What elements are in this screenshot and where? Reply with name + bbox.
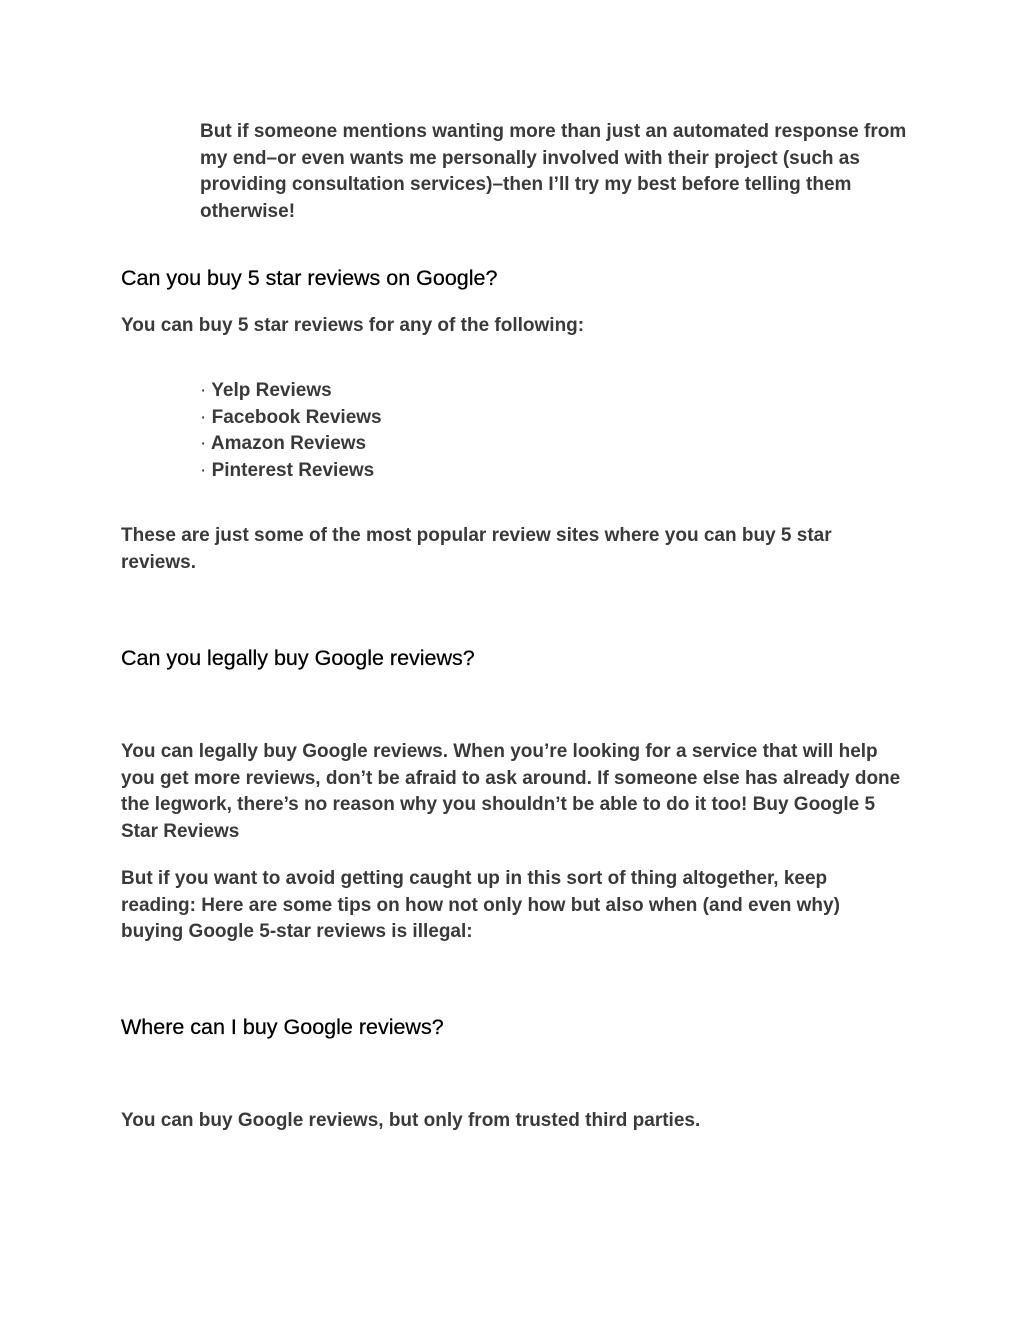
list-item — [200, 378, 800, 405]
buy-5-star-intro-paragraph: You can buy 5 star reviews for any of the following: — [121, 315, 585, 336]
bullet: · — [200, 433, 207, 454]
list-item-label: Facebook Reviews — [211, 406, 382, 428]
list-item-label: Yelp Reviews — [211, 380, 332, 401]
review-sites-list — [200, 378, 800, 484]
trusted-parties-paragraph: You can buy Google reviews, but only from trusted third parties. — [121, 1110, 701, 1131]
heading-legally: Can you legally buy Google reviews? — [121, 646, 475, 670]
list-item — [200, 405, 800, 432]
list-item-label: Amazon Reviews — [210, 433, 367, 454]
intro-paragraph: But if someone mentions wanting more than just an automated response from my end–or even wants me personally involved with their project (such as providing consultation services)–then I’ll try my best before telling them otherwise! — [200, 121, 907, 222]
list-item-label: Pinterest Reviews — [211, 459, 375, 481]
avoid-caught-paragraph: But if you want to avoid getting caught up in this sort of thing altogether, keep reading: Here are some tips on how not only how but also when (and even why) buying Google 5-star reviews is illegal: — [121, 868, 840, 942]
list-item — [200, 431, 800, 458]
bullet: · — [200, 380, 207, 401]
bullet: · — [200, 406, 207, 428]
heading-buy-5-star: Can you buy 5 star reviews on Google? — [121, 266, 498, 290]
heading-where: Where can I buy Google reviews? — [121, 1015, 444, 1039]
bullet: · — [200, 459, 207, 481]
list-item — [200, 458, 800, 485]
popular-sites-paragraph: These are just some of the most popular review sites where you can buy 5 star reviews. — [121, 525, 832, 573]
legally-buy-paragraph: You can legally buy Google reviews. When you’re looking for a service that will help you get more reviews, don’t be afraid to ask around. If someone else has already done the legwork, there’s no reason why you shouldn’t be able to do it too! Buy Google 5 Star Reviews — [121, 741, 901, 842]
